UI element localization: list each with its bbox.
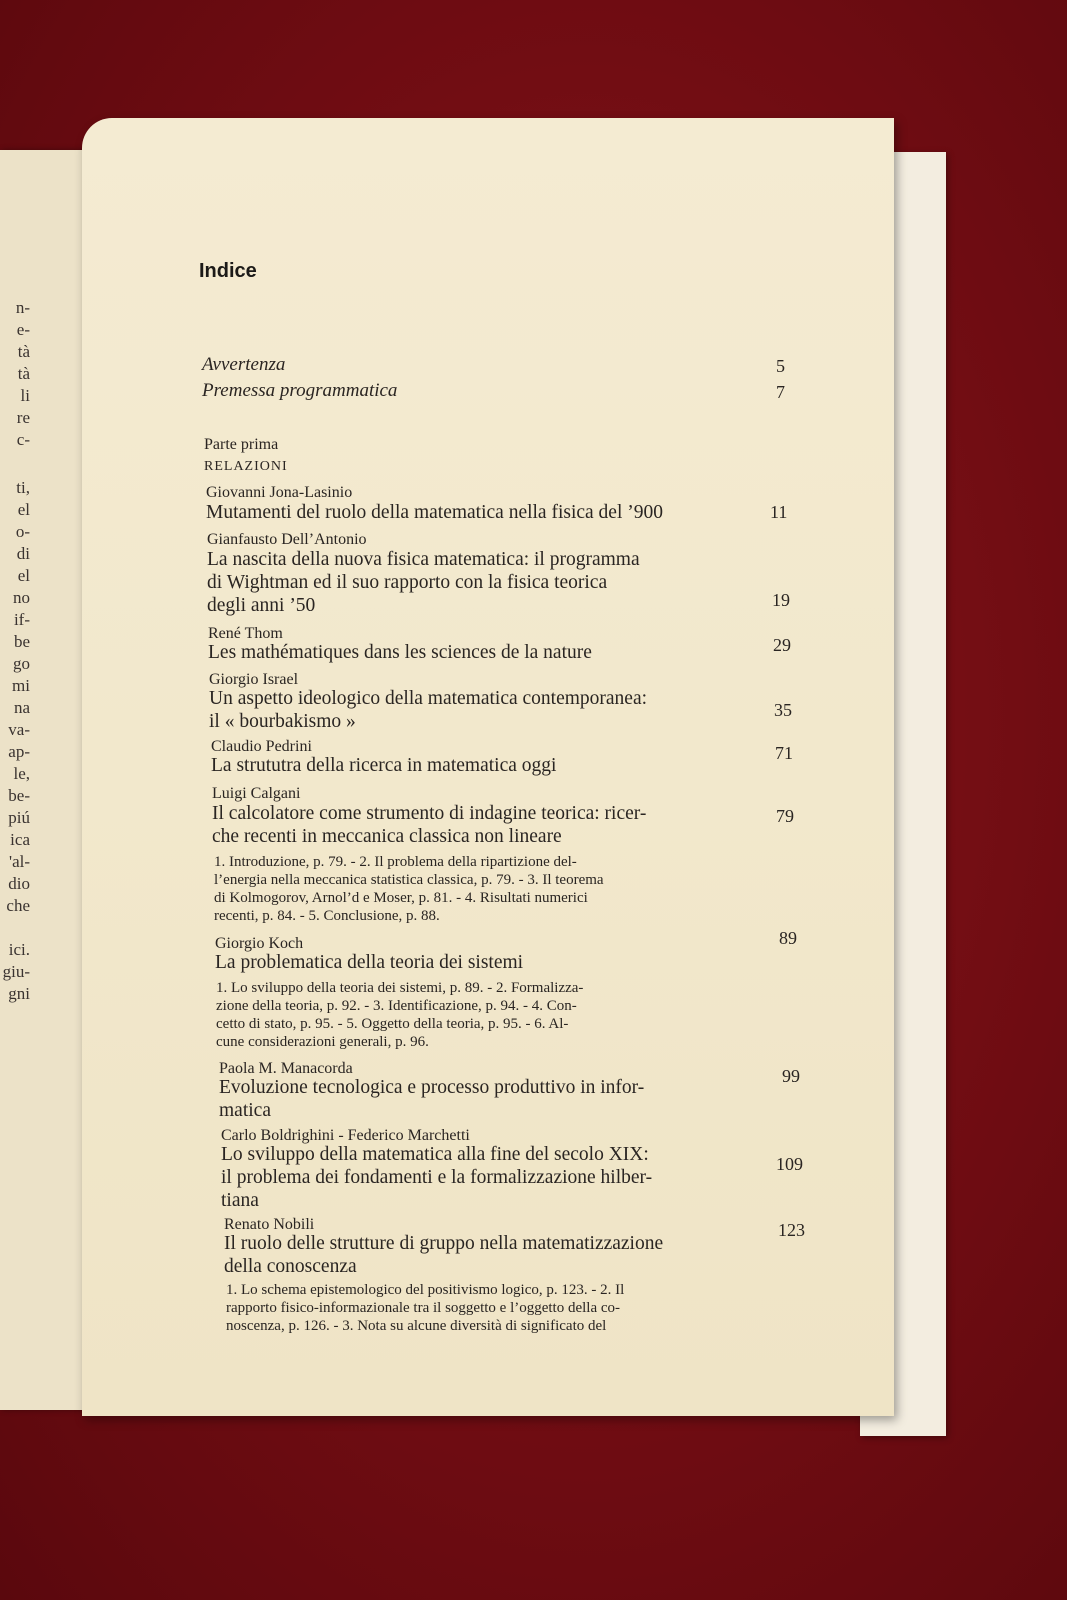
entry-subsection: 1. Introduzione, p. 79. - 2. Il problema della ripartizione del- xyxy=(214,854,577,870)
entry-subsection: cetto di stato, p. 95. - 5. Oggetto della teoria, p. 95. - 6. Al- xyxy=(216,1016,569,1032)
entry-author: Giorgio Koch xyxy=(215,935,304,952)
left-fragment: ap- xyxy=(8,742,30,761)
entry-subsection: di Kolmogorov, Arnol’d e Moser, p. 81. - 4. Risultati numerici xyxy=(214,890,588,906)
entry-title: Il calcolatore come strumento di indagine teorica: ricer- xyxy=(212,803,647,824)
entry-subsection: rapporto fisico-informazionale tra il soggetto e l’oggetto della co- xyxy=(226,1300,621,1316)
entry-title: La problematica della teoria dei sistemi xyxy=(215,952,524,973)
left-fragment: di xyxy=(16,544,30,563)
left-fragment: va- xyxy=(8,720,30,739)
entry-title: della conoscenza xyxy=(224,1256,357,1277)
left-fragment: be xyxy=(13,632,30,651)
entry-title: Un aspetto ideologico della matematica contemporanea: xyxy=(209,688,648,709)
entry-subsection: recenti, p. 84. - 5. Conclusione, p. 88. xyxy=(214,908,440,924)
left-fragment: el xyxy=(17,500,30,519)
entry-author: Claudio Pedrini xyxy=(211,738,312,755)
entry-title: Les mathématiques dans les sciences de la nature xyxy=(208,642,592,663)
page-title: Indice xyxy=(199,260,257,282)
left-fragment: ti, xyxy=(16,478,30,497)
left-fragment: be- xyxy=(8,786,30,805)
entry-author: Paola M. Manacorda xyxy=(219,1060,353,1077)
page-number: 99 xyxy=(782,1066,800,1086)
entry-title: il problema dei fondamenti e la formalizzazione hilber- xyxy=(221,1167,653,1188)
entry-subsection: noscenza, p. 126. - 3. Nota su alcune diversità di significato del xyxy=(226,1318,607,1334)
left-fragment: re xyxy=(16,408,30,427)
entry-title: il « bourbakismo » xyxy=(209,711,356,732)
part-name: RELAZIONI xyxy=(204,459,288,474)
entry-title: Evoluzione tecnologica e processo produttivo in infor- xyxy=(219,1077,645,1098)
left-fragment: c- xyxy=(16,430,30,449)
page-number: 79 xyxy=(776,806,794,826)
front-matter-title: Premessa programmatica xyxy=(202,380,398,401)
left-fragment: che xyxy=(6,896,30,915)
left-fragment: 'al- xyxy=(9,852,30,871)
page-number: 11 xyxy=(770,502,788,522)
left-fragment: na xyxy=(13,698,30,717)
entry-author: René Thom xyxy=(208,625,283,642)
page-number: 19 xyxy=(772,590,790,610)
entry-author: Giovanni Jona-Lasinio xyxy=(206,484,353,501)
page-number: 71 xyxy=(775,743,793,763)
page-number: 5 xyxy=(776,356,785,376)
page-number: 7 xyxy=(776,382,785,402)
left-fragment: ici. xyxy=(8,940,30,959)
entry-title: tiana xyxy=(221,1190,259,1211)
left-fragment: giu- xyxy=(2,962,30,981)
entry-author: Luigi Calgani xyxy=(212,785,301,802)
left-fragment: if- xyxy=(13,610,30,629)
entry-title: Il ruolo delle strutture di gruppo nella matematizzazione xyxy=(224,1233,664,1254)
left-fragment: n- xyxy=(15,298,30,317)
left-fragment: no xyxy=(13,588,30,607)
entry-author: Gianfausto Dell’Antonio xyxy=(207,531,367,548)
left-fragment: piú xyxy=(8,808,30,827)
page-number: 123 xyxy=(778,1220,805,1240)
left-fragment: el xyxy=(17,566,30,585)
page-number: 29 xyxy=(773,635,791,655)
page-number: 109 xyxy=(776,1154,803,1174)
entry-subsection: zione della teoria, p. 92. - 3. Identificazione, p. 94. - 4. Con- xyxy=(216,998,577,1014)
entry-title: Mutamenti del ruolo della matematica nella fisica del ’900 xyxy=(206,502,664,523)
entry-title: La nascita della nuova fisica matematica: il programma xyxy=(207,549,640,570)
page-number: 89 xyxy=(779,928,797,948)
page-number: 35 xyxy=(774,700,792,720)
left-fragment: e- xyxy=(16,320,30,339)
entry-title: di Wightman ed il suo rapporto con la fisica teorica xyxy=(207,572,608,593)
left-fragment: dio xyxy=(8,874,30,893)
entry-subsection: cune considerazioni generali, p. 96. xyxy=(216,1034,429,1050)
entry-subsection: 1. Lo schema epistemologico del positivismo logico, p. 123. - 2. Il xyxy=(226,1282,625,1298)
part-label: Parte prima xyxy=(204,436,279,453)
entry-title: degli anni ’50 xyxy=(207,595,316,616)
left-fragment: tà xyxy=(17,364,30,383)
left-fragment: ica xyxy=(10,830,30,849)
entry-title: che recenti in meccanica classica non lineare xyxy=(212,826,562,847)
entry-author: Renato Nobili xyxy=(224,1216,315,1233)
left-fragment: o- xyxy=(15,522,30,541)
left-fragment: le, xyxy=(13,764,30,783)
entry-subsection: l’energia nella meccanica statistica classica, p. 79. - 3. Il teorema xyxy=(214,872,604,888)
entry-title: matica xyxy=(219,1100,271,1121)
front-matter-title: Avvertenza xyxy=(202,354,286,375)
entry-subsection: 1. Lo sviluppo della teoria dei sistemi, p. 89. - 2. Formalizza- xyxy=(216,980,584,996)
left-fragment: tà xyxy=(17,342,30,361)
left-fragment: gni xyxy=(8,984,30,1003)
entry-title: Lo sviluppo della matematica alla fine del secolo XIX: xyxy=(221,1144,649,1165)
entry-author: Carlo Boldrighini - Federico Marchetti xyxy=(221,1127,470,1144)
left-fragment: mi xyxy=(12,676,30,695)
left-fragment: li xyxy=(20,386,30,405)
entry-title: La strututra della ricerca in matematica oggi xyxy=(211,755,557,776)
left-fragment: go xyxy=(13,654,30,673)
entry-author: Giorgio Israel xyxy=(209,671,299,688)
